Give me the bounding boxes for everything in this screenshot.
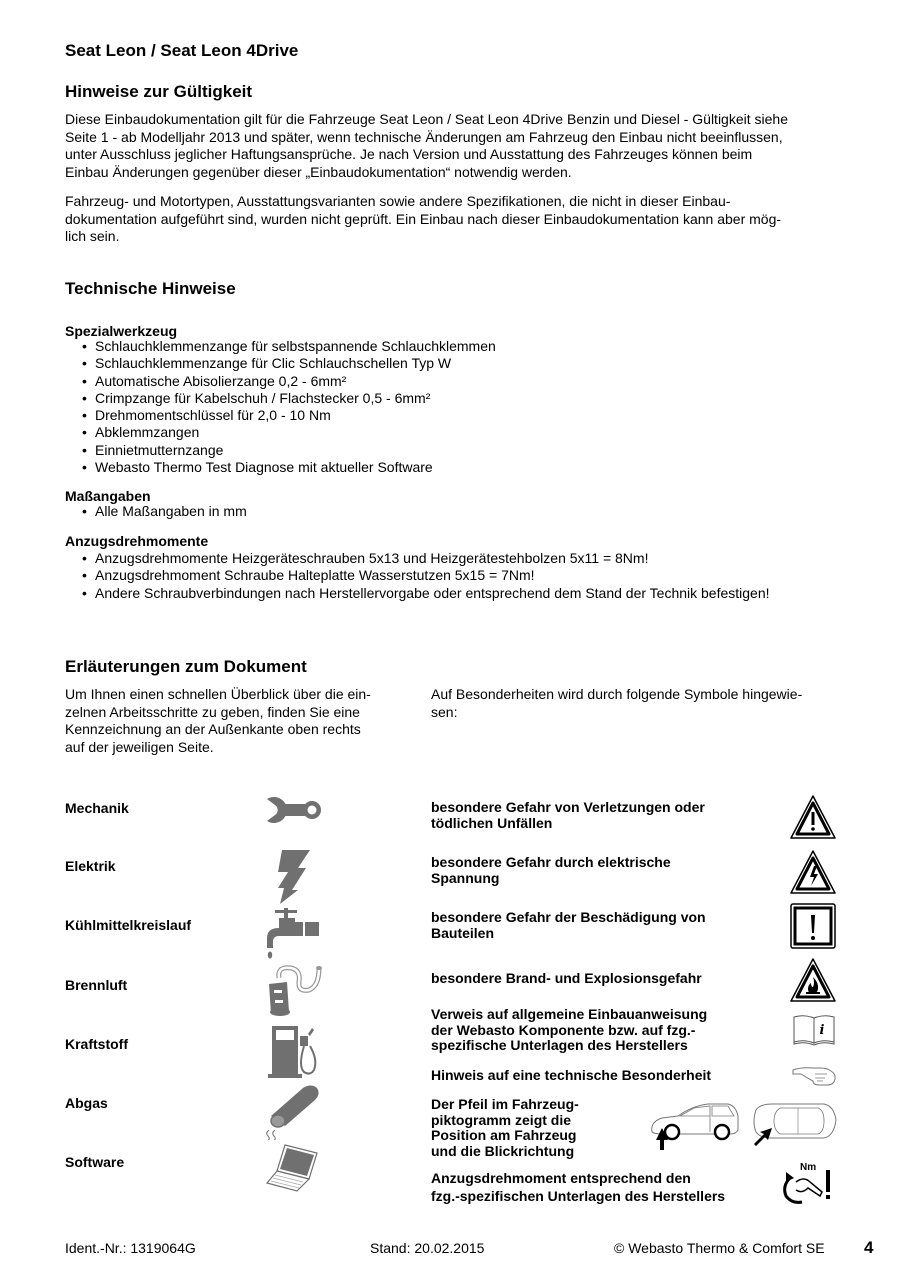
list-item: • Einnietmutternzange bbox=[65, 442, 855, 459]
text-line: besondere Gefahr durch elektrische bbox=[431, 854, 671, 870]
text-line: Verweis auf allgemeine Einbauanweisung bbox=[431, 1006, 708, 1022]
fuel-pump-icon bbox=[268, 1024, 320, 1080]
symbol-vehicle-arrow-text bbox=[431, 1097, 579, 1159]
text-line: Der Pfeil im Fahrzeug- bbox=[431, 1096, 579, 1112]
torque-icon bbox=[778, 1160, 834, 1206]
text-line: piktogramm zeigt die bbox=[431, 1111, 572, 1128]
symbol-fire-danger-text bbox=[431, 971, 702, 987]
list-item: • Webasto Thermo Test Diagnose mit aktueller Software bbox=[65, 459, 855, 476]
water-tap-icon bbox=[265, 908, 323, 960]
text-line: Kennzeichnung an der Außenkante oben rechts bbox=[65, 721, 361, 737]
explanation-heading: Erläuterungen zum Dokument bbox=[65, 657, 307, 676]
list-item: • Drehmomentschlüssel für 2,0 - 10 Nm bbox=[65, 407, 855, 424]
category-elektrik: Elektrik bbox=[65, 858, 116, 874]
info-book-icon bbox=[792, 1014, 836, 1046]
technical-heading: Technische Hinweise bbox=[65, 279, 236, 298]
text-line: Seite 1 - ab Modelljahr 2013 und später, wenn technische Änderungen am Fahrzeug den Einbau nicht beeinflussen, bbox=[65, 128, 783, 145]
text-line: Fahrzeug- und Motortypen, Ausstattungsvarianten sowie andere Spezifikationen, die nicht in dieser Einbau- bbox=[65, 193, 731, 209]
special-tools-list bbox=[65, 338, 855, 476]
text-line: Einbau Änderungen gegenüber dieser „Einbaudokumentation“ notwendig werden. bbox=[65, 163, 572, 180]
symbol-component-damage-text bbox=[431, 910, 706, 941]
svg-text:i: i bbox=[819, 1023, 825, 1038]
text-line: besondere Gefahr der Beschädigung von bbox=[431, 909, 706, 925]
list-item: • Schlauchklemmenzange für Clic Schlauchschellen Typ W bbox=[65, 355, 855, 372]
lightning-icon bbox=[272, 848, 312, 904]
text-line: Bauteilen bbox=[431, 924, 495, 941]
text-line: und die Blickrichtung bbox=[431, 1142, 575, 1159]
laptop-icon bbox=[265, 1143, 321, 1193]
list-item: • Anzugsdrehmoment Schraube Halteplatte Wasserstutzen 5x15 = 7Nm! bbox=[65, 567, 865, 584]
text-line: fzg.-spezifischen Unterlagen des Herstellers bbox=[431, 1188, 726, 1204]
warning-triangle-icon bbox=[789, 794, 837, 840]
symbol-torque-text bbox=[431, 1169, 725, 1205]
text-line: der Webasto Komponente bzw. auf fzg.- bbox=[431, 1021, 696, 1038]
list-item: • Andere Schraubverbindungen nach Herstellervorgabe oder entsprechend dem Stand der Technik befestigen! bbox=[65, 585, 865, 602]
list-item: • Anzugsdrehmomente Heizgeräteschrauben 5x13 und Heizgerätestehbolzen 5x11 = 8Nm! bbox=[65, 550, 865, 567]
wrench-icon bbox=[265, 795, 323, 825]
electric-hazard-icon bbox=[789, 849, 837, 895]
exclamation-box-icon bbox=[790, 903, 836, 949]
text-line: tödlichen Unfällen bbox=[431, 814, 553, 831]
text-line: zelnen Arbeitsschritte zu geben, finden Sie eine bbox=[65, 703, 360, 720]
dimensions-list bbox=[65, 503, 855, 520]
category-abgas: Abgas bbox=[65, 1095, 108, 1111]
footer-ident-number: Ident.-Nr.: 1319064G bbox=[65, 1240, 196, 1256]
text-line: unter Ausschluss jeglicher Haftungsansprüche. Je nach Version und Ausstattung des Fahrzeuges können beim bbox=[65, 146, 753, 162]
footer-stand-date: Stand: 20.02.2015 bbox=[370, 1240, 485, 1256]
text-line: Diese Einbaudokumentation gilt für die Fahrzeuge Seat Leon / Seat Leon 4Drive Benzin und Diesel - Gültigkeit siehe bbox=[65, 111, 788, 127]
car-position-icon bbox=[648, 1100, 840, 1152]
list-item: • Automatische Abisolierzange 0,2 - 6mm² bbox=[65, 373, 855, 390]
page-number: 4 bbox=[864, 1238, 874, 1257]
symbol-reference-text bbox=[431, 1007, 707, 1054]
pointing-hand-icon bbox=[791, 1064, 837, 1088]
symbol-technical-note-text bbox=[431, 1068, 711, 1084]
text-line: auf der jeweiligen Seite. bbox=[65, 738, 214, 755]
text-line: sen: bbox=[431, 703, 458, 720]
list-item: • Abklemmzangen bbox=[65, 424, 855, 441]
text-line: besondere Gefahr von Verletzungen oder bbox=[431, 799, 705, 815]
list-item: • Alle Maßangaben in mm bbox=[65, 503, 855, 520]
category-mechanik: Mechanik bbox=[65, 800, 129, 816]
text-line: Position am Fahrzeug bbox=[431, 1127, 577, 1143]
list-item: • Crimpzange für Kabelschuh / Flachstecker 0,5 - 6mm² bbox=[65, 390, 855, 407]
validity-heading: Hinweise zur Gültigkeit bbox=[65, 82, 253, 101]
footer-copyright: © Webasto Thermo & Comfort SE bbox=[614, 1240, 825, 1256]
validity-paragraph-1 bbox=[65, 111, 855, 181]
torques-list bbox=[65, 550, 865, 602]
text-line: Um Ihnen einen schnellen Überblick über die ein- bbox=[65, 686, 371, 702]
dimensions-heading: Maßangaben bbox=[65, 488, 151, 504]
text-line: lich sein. bbox=[65, 228, 120, 244]
torques-heading: Anzugsdrehmomente bbox=[65, 533, 209, 549]
fire-hazard-icon bbox=[789, 957, 837, 1003]
category-kraftstoff: Kraftstoff bbox=[65, 1036, 128, 1052]
category-kuehlmittelkreislauf: Kühlmittelkreislauf bbox=[65, 917, 192, 933]
special-tools-heading: Spezialwerkzeug bbox=[65, 323, 178, 339]
validity-paragraph-2 bbox=[65, 193, 855, 246]
explanation-left-text bbox=[65, 686, 415, 756]
category-brennluft: Brennluft bbox=[65, 977, 128, 993]
text-line: Anzugsdrehmoment entsprechend den bbox=[431, 1170, 691, 1186]
text-line: spezifische Unterlagen des Herstellers bbox=[431, 1037, 688, 1053]
exhaust-pipe-icon bbox=[263, 1084, 323, 1140]
air-intake-icon bbox=[265, 964, 325, 1016]
page-title: Seat Leon / Seat Leon 4Drive bbox=[65, 41, 299, 60]
torque-nm-label: Nm bbox=[800, 1162, 817, 1173]
text-line: Hinweis auf eine technische Besonderheit bbox=[431, 1067, 712, 1083]
symbol-electric-danger-text bbox=[431, 855, 671, 886]
text-line: Spannung bbox=[431, 869, 500, 886]
category-software: Software bbox=[65, 1154, 125, 1170]
text-line: Auf Besonderheiten wird durch folgende Symbole hingewie- bbox=[431, 686, 803, 702]
explanation-right-text bbox=[431, 686, 851, 721]
list-item: • Schlauchklemmenzange für selbstspannende Schlauchklemmen bbox=[65, 338, 855, 355]
symbol-injury-danger-text bbox=[431, 800, 705, 831]
text-line: dokumentation aufgeführt sind, wurden nicht geprüft. Ein Einbau nach dieser Einbaudokumentation kann aber mög- bbox=[65, 210, 782, 227]
text-line: besondere Brand- und Explosionsgefahr bbox=[431, 970, 702, 986]
